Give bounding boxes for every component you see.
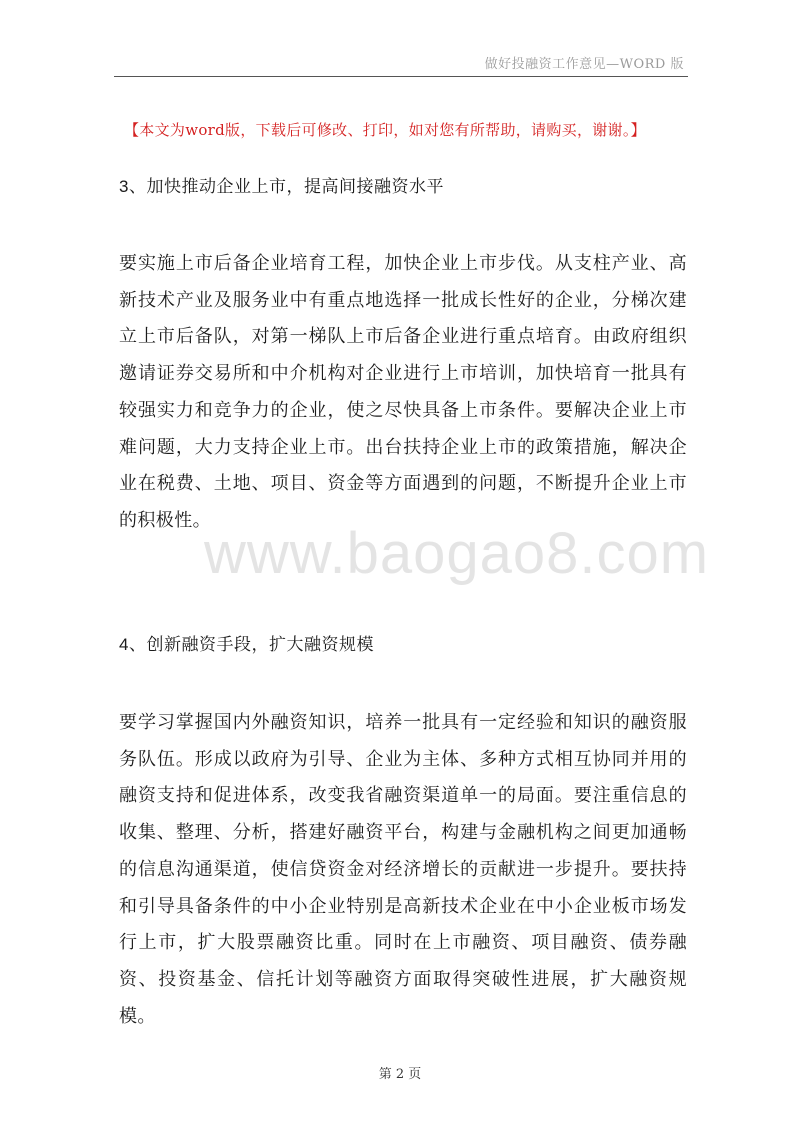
header-divider <box>114 76 688 77</box>
page-number: 第 2 页 <box>378 1067 422 1082</box>
purchase-notice: 【本文为word版，下载后可修改、打印，如对您有所帮助，请购买，谢谢。】 <box>124 121 646 139</box>
section-paragraph-3: 要实施上市后备企业培育工程，加快企业上市步伐。从支柱产业、高新技术产业及服务业中有重点地选择一批成长性好的企业，分梯次建立上市后备队，对第一梯队上市后备企业进行重点培育。由政府组织邀请证券交易所和中介机构对企业进行上市培训，加快培育一批具有较强实力和竞争力的企业，使之尽快具备上市条件。要解决企业上市难问题，大力支持企业上市。出台扶持企业上市的政策措施，解决企业在税费、土地、项目、资金等方面遇到的问题，不断提升企业上市的积极性。 <box>119 253 687 531</box>
document-header-title: 做好投融资工作意见—WORD 版 <box>484 57 684 72</box>
section-number: 3 <box>119 177 129 196</box>
section-number: 4 <box>119 635 129 654</box>
section-heading-text: 、创新融资手段，扩大融资规模 <box>128 635 374 655</box>
section-paragraph-4: 要学习掌握国内外融资知识，培养一批具有一定经验和知识的融资服务队伍。形成以政府为引导、企业为主体、多种方式相互协同并用的融资支持和促进体系，改变我省融资渠道单一的局面。要注重信息的收集、整理、分析，搭建好融资平台，构建与金融机构之间更加通畅的信息沟通渠道，使信贷资金对经济增长的贡献进一步提升。要扶持和引导具备条件的中小企业特别是高新技术企业在中小企业板市场发行上市，扩大股票融资比重。同时在上市融资、项目融资、债券融资、投资基金、信托计划等融资方面取得突破性进展，扩大融资规模。 <box>119 712 687 1027</box>
section-heading-text: 、加快推动企业上市，提高间接融资水平 <box>128 177 444 197</box>
section-heading-3 <box>119 172 444 197</box>
watermark: www.baogao8.com <box>204 521 710 586</box>
section-heading-4 <box>119 630 374 655</box>
